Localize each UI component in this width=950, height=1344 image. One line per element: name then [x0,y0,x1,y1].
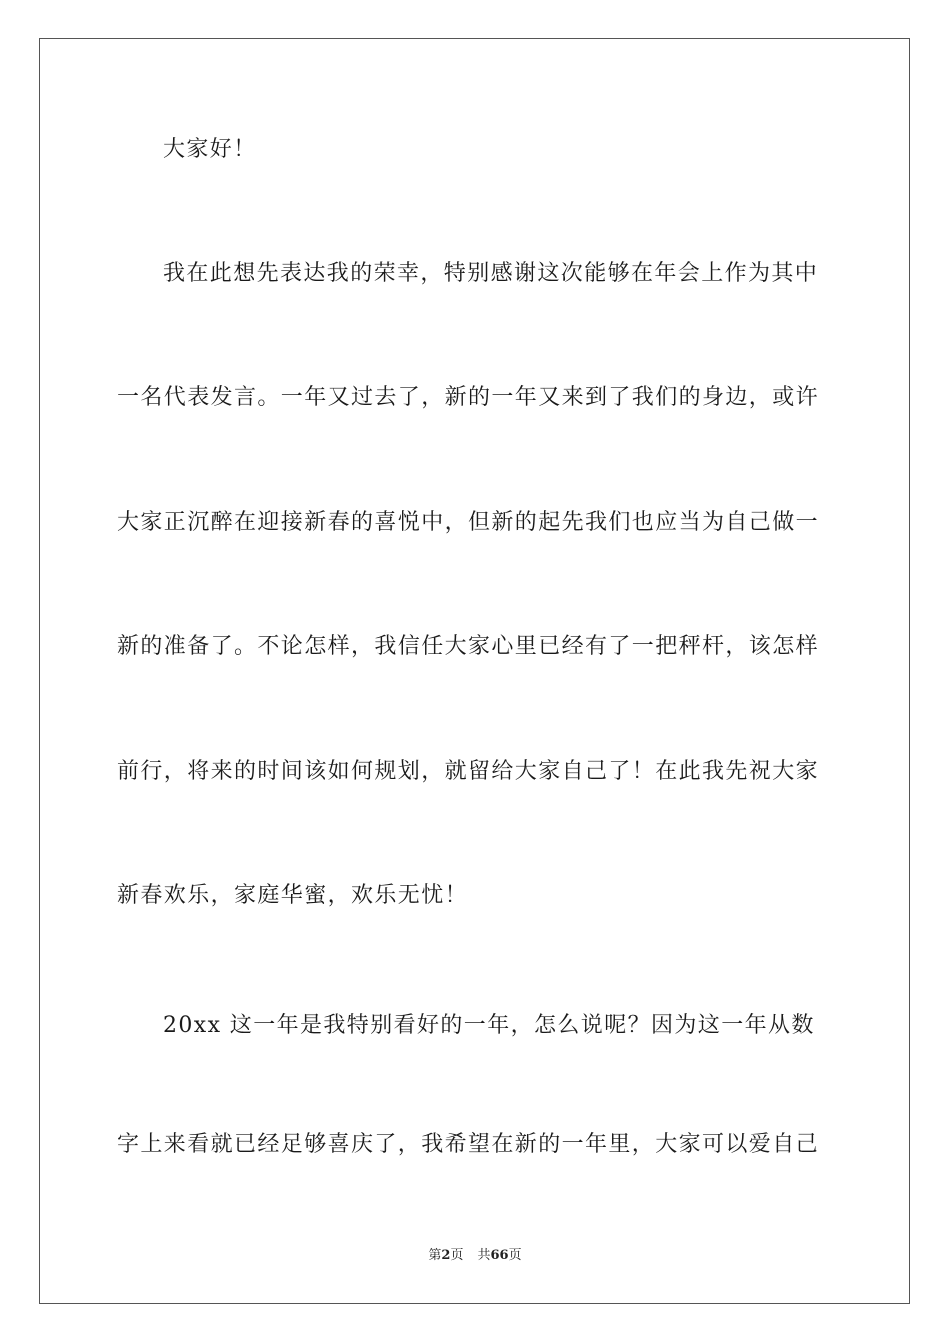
paragraph-line: 前行，将来的时间该如何规划，就留给大家自己了！在此我先祝大家 [117,759,820,784]
paragraph-line: 我在此想先表达我的荣幸，特别感谢这次能够在年会上作为其中 [163,261,819,286]
page-border [39,38,910,1304]
greeting-line: 大家好！ [163,137,257,162]
total-suffix: 页 [508,1248,522,1263]
page-number: 2 [441,1248,451,1263]
paragraph-line: 20xx 这一年是我特别看好的一年，怎么说呢？因为这一年从数 [163,1013,815,1038]
total-pages: 66 [490,1248,509,1263]
paragraph-line: 新的准备了。不论怎样，我信任大家心里已经有了一把秤杆，该怎样 [117,634,820,659]
page-suffix: 页 [450,1248,464,1263]
total-prefix: 共 [477,1248,491,1263]
page-prefix: 第 [428,1248,442,1263]
paragraph-line: 大家正沉醉在迎接新春的喜悦中，但新的起先我们也应当为自己做一 [117,510,820,535]
paragraph-line: 一名代表发言。一年又过去了，新的一年又来到了我们的身边，或许 [117,385,820,410]
paragraph-line: 新春欢乐，家庭华蜜，欢乐无忧！ [117,883,469,908]
paragraph-line: 字上来看就已经足够喜庆了，我希望在新的一年里，大家可以爱自己 [117,1132,820,1157]
page-footer [0,1247,950,1265]
